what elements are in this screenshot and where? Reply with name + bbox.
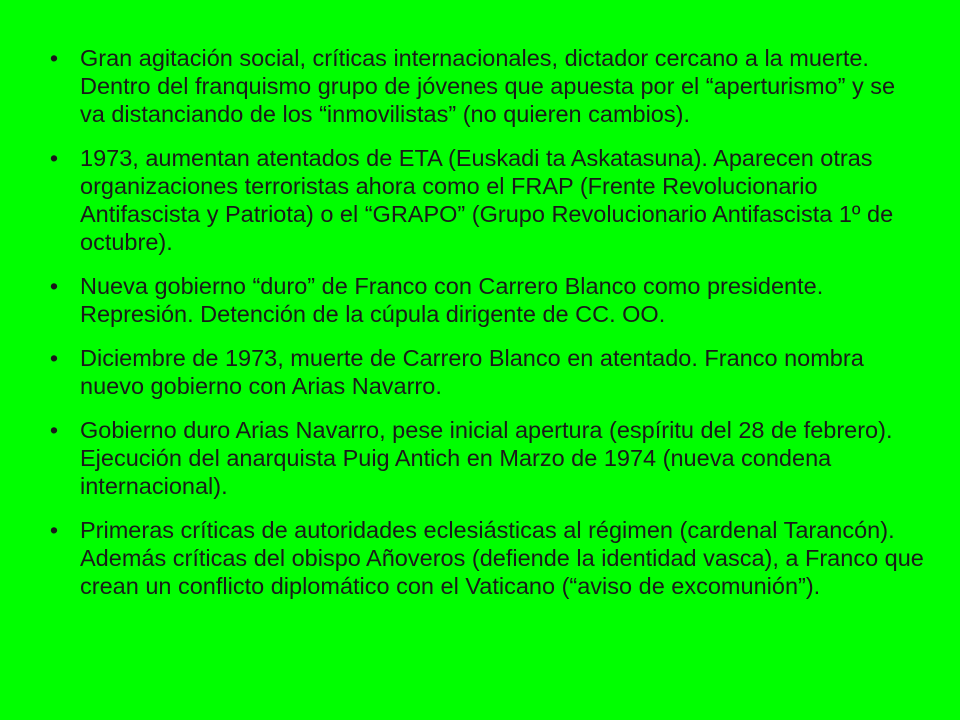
bullet-text: Diciembre de 1973, muerte de Carrero Blanco en atentado. Franco nombra nuevo gobierno con Arias Navarro. bbox=[80, 345, 864, 399]
bullet-item bbox=[44, 272, 924, 328]
bullet-dot-icon: • bbox=[49, 417, 59, 443]
bullet-list bbox=[44, 44, 924, 616]
bullet-text: Nueva gobierno “duro” de Franco con Carrero Blanco como presidente. Represión. Detención de la cúpula dirigente de CC. OO. bbox=[80, 273, 824, 327]
bullet-text: Primeras críticas de autoridades eclesiásticas al régimen (cardenal Tarancón). Además críticas del obispo Añoveros (defiende la identidad vasca), a Franco que crean un conflicto diplomático con el Vaticano (“aviso de excomunión”). bbox=[80, 517, 924, 599]
bullet-dot-icon: • bbox=[49, 145, 59, 171]
bullet-dot-icon: • bbox=[49, 45, 59, 71]
bullet-text: Gran agitación social, críticas internacionales, dictador cercano a la muerte. Dentro del franquismo grupo de jóvenes que apuesta por el “aperturismo” y se va distanciando de los “inmovilistas” (no quieren cambios). bbox=[80, 45, 896, 127]
bullet-item bbox=[44, 516, 924, 600]
bullet-item bbox=[44, 416, 924, 500]
bullet-item bbox=[44, 44, 924, 128]
bullet-text: Gobierno duro Arias Navarro, pese inicial apertura (espíritu del 28 de febrero). Ejecución del anarquista Puig Antich en Marzo de 1974 (nueva condena internacional). bbox=[80, 417, 893, 499]
bullet-text: 1973, aumentan atentados de ETA (Euskadi ta Askatasuna). Aparecen otras organizaciones terroristas ahora como el FRAP (Frente Revolucionario Antifascista y Patriota) o el “GRAPO” (Grupo Revolucionario Antifascista 1º de octubre). bbox=[80, 145, 894, 255]
bullet-dot-icon: • bbox=[49, 273, 59, 299]
bullet-item bbox=[44, 344, 924, 400]
bullet-item bbox=[44, 144, 924, 256]
bullet-dot-icon: • bbox=[49, 517, 59, 543]
bullet-dot-icon: • bbox=[49, 345, 59, 371]
